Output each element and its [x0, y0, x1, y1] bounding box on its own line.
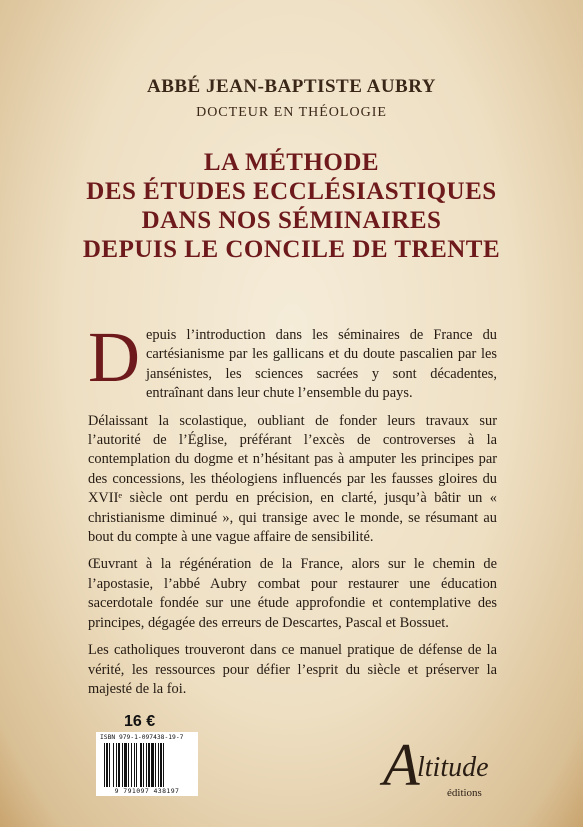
barcode-bar: [146, 743, 147, 787]
barcode-bar: [158, 743, 159, 787]
title-line-1: LA MÉTHODE: [203, 149, 380, 176]
barcode-bar: [160, 743, 162, 787]
barcode-bar: [116, 743, 117, 787]
blurb-paragraph-3: Œuvrant à la régénération de la France, alors sur le chemin de l’apostasie, l’abbé Aubry combat pour restaurer une éducation sacerdotale fondée sur une étude approfondie et contemplative des principes, dégagée des erreurs de Descartes, Pascal et Bossuet.: [88, 556, 497, 631]
barcode-bar: [128, 743, 129, 787]
author-title: DOCTEUR EN THÉOLOGIE: [196, 105, 387, 120]
title-line-2: DES ÉTUDES ECCLÉSIASTIQUES: [86, 178, 497, 205]
logo-subtitle: éditions: [447, 787, 482, 799]
barcode: [96, 732, 198, 796]
barcode-bar: [118, 743, 120, 787]
barcode-bar: [151, 743, 154, 787]
title-line-4: DEPUIS LE CONCILE DE TRENTE: [82, 236, 501, 263]
barcode-bars: [104, 743, 190, 787]
book-title: [0, 148, 583, 264]
barcode-bar: [148, 743, 150, 787]
barcode-number: 9 791097 438197: [114, 787, 180, 795]
drop-cap: D: [88, 317, 140, 397]
barcode-bar: [124, 743, 127, 787]
barcode-bar: [131, 743, 132, 787]
blurb-paragraph-1-text: epuis l’introduction dans les séminaires de France du cartésianisme par les gallicans et du doute pascalien par les jansénistes, les sciences sacrées y sont décadentes, entraînant dans leur chute l’ensemble du pays.: [146, 327, 497, 402]
barcode-bar: [143, 743, 144, 787]
blurb-paragraph-4: Les catholiques trouveront dans ce manuel pratique de défense de la vérité, les ressources pour défier l’esprit du siècle et préserver la majesté de la foi.: [88, 642, 497, 697]
barcode-bar: [113, 743, 114, 787]
barcode-bar: [163, 743, 164, 787]
blurb-paragraph-1: [88, 317, 497, 404]
publisher-logo: [383, 732, 503, 807]
title-line-3: DANS NOS SÉMINAIRES: [141, 207, 442, 234]
logo-initial: A: [383, 732, 420, 798]
barcode-bar: [140, 743, 142, 787]
barcode-bar: [106, 743, 108, 787]
barcode-bar: [109, 743, 110, 787]
barcode-bar: [136, 743, 137, 787]
barcode-bar: [104, 743, 105, 787]
price: 16 €: [124, 713, 156, 730]
blurb-paragraph-2: Délaissant la scolastique, oubliant de fonder leurs travaux sur l’autorité de l’Église, préférant l’excès de controverses à la contemplation du dogme et n’hésitant pas à amputer les principes par des concessions, les théologiens influencés par les fausses gloires du XVIIᵉ siècle ont perdu en précision, en clarté, jusqu’à bâtir un « christianisme diminué », qui transige avec le monde, se résumant au bout du compte à une vague affaire de sensibilité.: [88, 412, 497, 546]
blurb: [88, 317, 497, 707]
barcode-bar: [122, 743, 123, 787]
author-name: ABBÉ JEAN-BAPTISTE AUBRY: [146, 76, 436, 97]
logo-word: ltitude: [417, 752, 489, 783]
barcode-bar: [155, 743, 156, 787]
isbn-label: ISBN 979-1-097438-19-7: [100, 734, 184, 741]
barcode-bar: [134, 743, 135, 787]
